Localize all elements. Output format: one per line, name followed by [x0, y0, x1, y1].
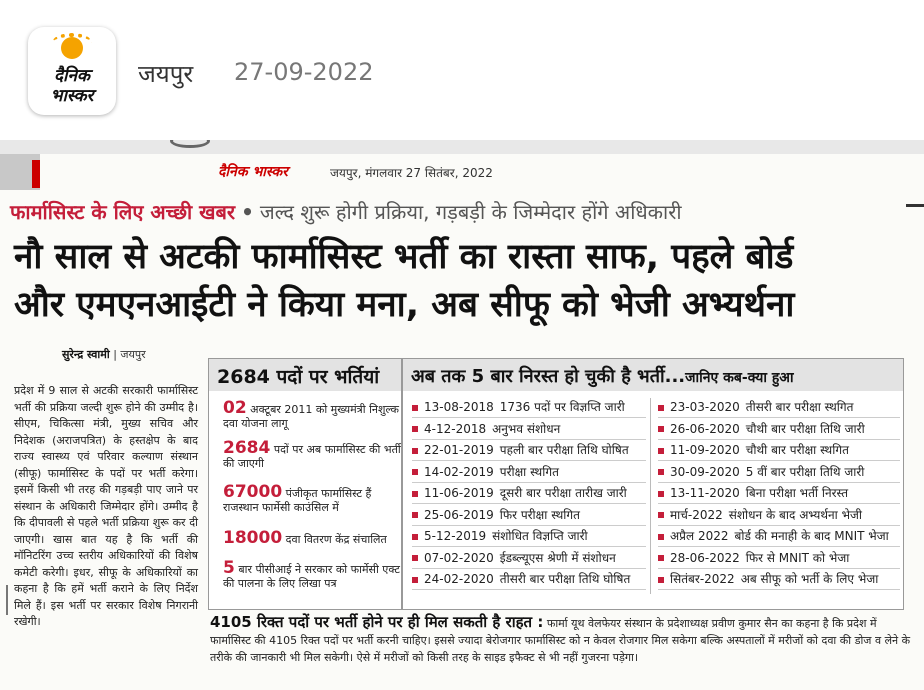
byline-name: सुरेन्द्र स्वामी: [62, 348, 110, 361]
edge-mark: [6, 585, 12, 615]
masthead-name: दैनिक भास्कर: [218, 164, 288, 180]
timeline-event: तीसरी बार परीक्षा स्थगित: [745, 400, 854, 414]
facts-title: 2684 पदों पर भर्तियां: [209, 359, 401, 391]
timeline-date: मार्च-2022: [670, 507, 723, 522]
timeline-event: चौथी बार परीक्षा स्थगित: [745, 443, 849, 457]
fact-item: [223, 482, 401, 515]
cut-text-fragment: [170, 140, 210, 148]
timeline-event: परीक्षा स्थगित: [499, 464, 559, 479]
timeline-event: बिना परीक्षा भर्ती निरस्त: [745, 486, 849, 500]
timeline-date: 25-06-2019: [424, 507, 494, 522]
timeline-event: 5 वीं बार परीक्षा तिथि जारी: [745, 464, 865, 479]
dainik-bhaskar-logo[interactable]: [28, 27, 116, 115]
bullet-icon: [412, 448, 418, 454]
timeline-date: 28-06-2022: [670, 550, 740, 565]
logo-text-line2: भास्कर: [50, 86, 94, 106]
fact-text: पदों पर अब फार्मासिस्ट की भर्ती की जाएगी: [223, 443, 401, 470]
edition-city: जयपुर: [138, 60, 194, 88]
timeline-date: 26-06-2020: [670, 421, 740, 436]
bullet-icon: [658, 469, 664, 475]
timeline-date: 24-02-2020: [424, 572, 494, 586]
timeline-row: [412, 549, 646, 569]
bullet-icon: [412, 426, 418, 432]
timeline-date: 07-02-2020: [424, 550, 494, 565]
timeline-title-main: अब तक 5 बार निरस्त हो चुकी है भर्ती...: [411, 366, 686, 387]
timeline-event: चौथी बार परीक्षा तिथि जारी: [745, 421, 865, 436]
timeline-row: [658, 506, 900, 526]
timeline-row: [658, 549, 900, 569]
fact-number: 67000: [223, 482, 283, 502]
timeline-event: संशोधित विज्ञप्ति जारी: [492, 529, 588, 543]
timeline-title-suffix: जानिए कब-क्या हुआ: [685, 370, 794, 386]
timeline-row: [412, 441, 646, 461]
timeline-row: [658, 570, 900, 590]
fact-item: [223, 558, 401, 591]
timeline-event: फिर परीक्षा स्थगित: [499, 507, 580, 522]
bullet-icon: [658, 491, 664, 497]
fact-item: [223, 438, 401, 471]
timeline-row: [658, 420, 900, 440]
kicker: [10, 198, 682, 228]
left-margin-strip: [0, 154, 40, 190]
timeline-date: अप्रैल 2022: [670, 529, 729, 543]
timeline-event: ईडब्ल्यूएस श्रेणी में संशोधन: [499, 550, 616, 565]
newspaper-clipping: [0, 140, 924, 690]
bullet-icon: [658, 448, 664, 454]
kicker-subhead: जल्द शुरू होगी प्रक्रिया, गड़बड़ी के जिम्मेदार होंगे अधिकारी: [259, 200, 682, 224]
bullet-icon: [412, 555, 418, 561]
bullet-icon: [412, 534, 418, 540]
timeline-event: अब सीफू को भर्ती के लिए भेजा: [740, 572, 879, 586]
timeline-event: तीसरी बार परीक्षा तिथि घोषित: [499, 572, 631, 586]
timeline-date: 13-11-2020: [670, 486, 740, 500]
relief-paragraph: [210, 614, 914, 666]
fact-item: [223, 398, 401, 431]
timeline-event: दूसरी बार परीक्षा तारीख जारी: [499, 486, 627, 500]
fact-item: [223, 528, 401, 548]
timeline-row: [412, 570, 646, 590]
bullet-icon: [658, 534, 664, 540]
timeline-event: संशोधन के बाद अभ्यर्थना भेजी: [728, 507, 863, 522]
timeline-row: [658, 484, 900, 504]
headline-line2: और एमएनआईटी ने किया मना, अब सीफू को भेजी अभ्यर्थना: [14, 285, 795, 325]
kicker-bullet: •: [241, 200, 254, 224]
timeline-date: सितंबर-2022: [670, 572, 735, 586]
logo-text-line1: दैनिक: [54, 66, 90, 86]
timeline-row: [412, 527, 646, 547]
fact-text: बार पीसीआई ने सरकार को फार्मेसी एक्ट की पालना के लिए लिखा पत्र: [223, 563, 400, 590]
fact-number: 5: [223, 558, 235, 578]
timeline-date: 5-12-2019: [424, 529, 487, 543]
timeline-row: [412, 484, 646, 504]
bullet-icon: [658, 426, 664, 432]
timeline-row: [412, 398, 646, 418]
timeline-event: 1736 पदों पर विज्ञप्ति जारी: [499, 400, 625, 414]
timeline-row: [412, 463, 646, 483]
bullet-icon: [658, 405, 664, 411]
timeline-divider: [650, 398, 651, 594]
bullet-icon: [658, 555, 664, 561]
timeline-title: [403, 359, 903, 391]
timeline-date: 13-08-2018: [424, 400, 494, 414]
timeline-row: [412, 506, 646, 526]
column-rule: [906, 204, 924, 224]
source-header: [0, 0, 924, 140]
byline: [62, 347, 146, 362]
article-body: प्रदेश में 9 साल से अटकी सरकारी फार्मासिस्ट भर्ती की प्रक्रिया जल्दी शुरू होने की उम्मीद है। सीएम, चिकित्सा मंत्री, मुख्य सचिव और निदेशक (अराजपत्रित) के हस्तक्षेप के बाद राज्य स्वास्थ्य एवं परिवार कल्याण संस्थान (सीफू) फार्मासिस्ट के पदों पर भर्ती करेगा। इसमें किसी भी तरह की गड़बड़ी पाए जाने पर संस्थान के अधिकारी जिम्मेदार होंगे। उम्मीद है कि दीपावली से पहले भर्ती प्रक्रिया शुरू कर दी जाएगी। खास बात यह है कि भर्ती की मॉनिटरिंग उच्च स्तरीय अधिकारियों की विशेष कमेटी करेगी। इधर, सीफू के अधिकारियों का कहना है कि हमें भर्ती कराने के लिए निर्देश मिले हैं। इस भर्ती पर सरकार विशेष निगरानी रखेगी।: [14, 384, 198, 628]
bullet-icon: [412, 469, 418, 475]
edition-date: 27-09-2022: [234, 58, 374, 86]
bullet-icon: [658, 512, 664, 518]
relief-text: फार्मा यूथ वेलफेयर संस्थान के प्रदेशाध्यक्ष प्रवीण कुमार सैन का कहना है कि प्रदेश में फार्मासिस्ट की 4105 रिक्त पदों पर भर्ती करनी चाहिए। इससे ज्यादा बेरोजगार फार्मासिस्ट को न केवल रोजगार मिल सकेगा बल्कि अस्पतालों में मरीजों को दवा की डोज व लेने के तरीके की जानकारी भी मिल सकेगी। ऐसे में मरीजों को किसी तरह के साइड इफैक्ट से भी नहीं गुजरना पड़ेगा।: [210, 617, 911, 664]
timeline-event: अनुभव संशोधन: [492, 421, 561, 436]
timeline-date: 22-01-2019: [424, 443, 494, 457]
bullet-icon: [412, 577, 418, 583]
byline-place: | जयपुर: [113, 348, 146, 361]
fact-number: 18000: [223, 528, 283, 548]
fact-number: 2684: [223, 438, 271, 458]
fact-text: अक्टूबर 2011 को मुख्यमंत्री निशुल्क दवा योजना लागू: [223, 403, 399, 430]
fact-text: दवा वितरण केंद्र संचालित: [285, 533, 387, 546]
timeline-date: 4-12-2018: [424, 421, 487, 436]
timeline-row: [658, 527, 900, 547]
sun-icon: [61, 37, 83, 59]
timeline-event: फिर से MNIT को भेजा: [745, 550, 850, 565]
fact-number: 02: [223, 398, 247, 418]
bullet-icon: [412, 512, 418, 518]
fact-text: पंजीकृत फार्मासिस्ट हैं राजस्थान फार्मेसी काउंसिल में: [223, 487, 372, 514]
red-marker: [32, 160, 40, 188]
timeline-date: 14-02-2019: [424, 464, 494, 479]
relief-title: 4105 रिक्त पदों पर भर्ती होने पर ही मिल सकती है राहत :: [210, 613, 544, 631]
timeline-date: 23-03-2020: [670, 400, 740, 414]
timeline-event: बोर्ड की मनाही के बाद MNIT भेजा: [734, 529, 889, 543]
bullet-icon: [412, 405, 418, 411]
timeline-row: [658, 463, 900, 483]
timeline-date: 30-09-2020: [670, 464, 740, 479]
masthead-dateline: जयपुर, मंगलवार 27 सितंबर, 2022: [330, 166, 493, 180]
kicker-label: फार्मासिस्ट के लिए अच्छी खबर: [10, 200, 236, 224]
headline-line1: नौ साल से अटकी फार्मासिस्ट भर्ती का रास्ता साफ, पहले बोर्ड: [14, 237, 794, 277]
bullet-icon: [658, 577, 664, 583]
timeline-row: [658, 398, 900, 418]
timeline-row: [658, 441, 900, 461]
previous-page-strip: [0, 140, 924, 154]
timeline-date: 11-06-2019: [424, 486, 494, 500]
timeline-event: पहली बार परीक्षा तिथि घोषित: [499, 443, 629, 457]
timeline-row: [412, 420, 646, 440]
timeline-date: 11-09-2020: [670, 443, 740, 457]
facts-box: [208, 358, 402, 610]
bullet-icon: [412, 491, 418, 497]
